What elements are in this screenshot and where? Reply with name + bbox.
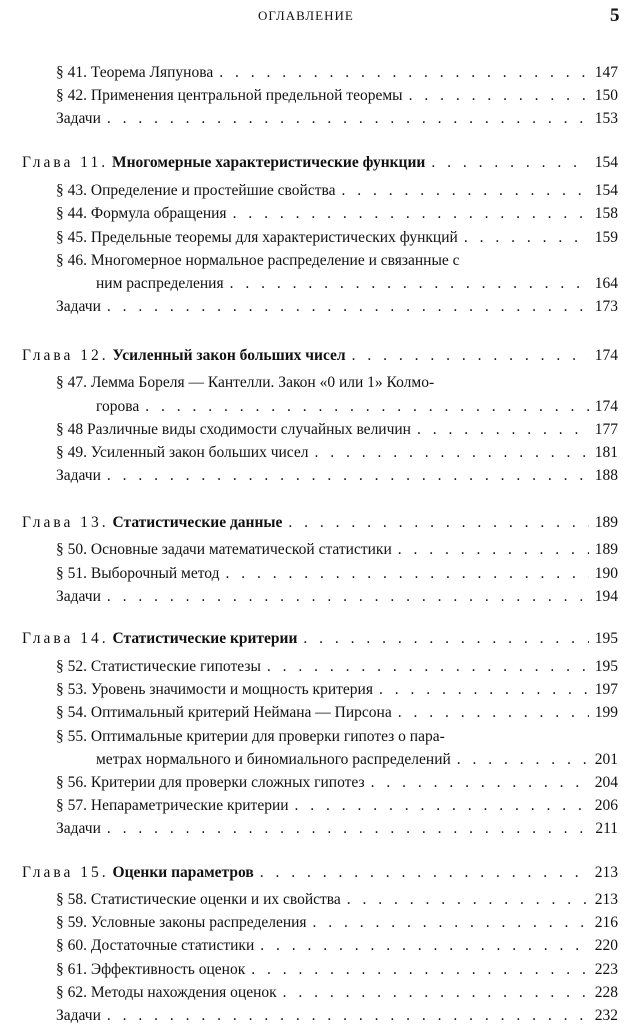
chapter-title: Многомерные характеристические функции	[111, 154, 426, 171]
page-ref: 154	[594, 154, 618, 171]
page-ref: 216	[594, 914, 618, 931]
page-ref: 174	[594, 347, 618, 364]
page-ref: 174	[594, 398, 618, 415]
dot-leader	[295, 795, 589, 817]
toc-entry	[56, 935, 618, 957]
toc-tasks	[56, 1005, 618, 1027]
tasks-label: Задачи	[56, 1007, 101, 1024]
page-ref: 159	[594, 229, 618, 246]
page-ref: 173	[594, 298, 618, 315]
section-number: § 52.	[56, 658, 87, 675]
toc-entry	[56, 203, 618, 225]
section-number: § 50.	[56, 541, 87, 558]
dot-leader	[230, 273, 589, 295]
dot-leader	[107, 818, 589, 840]
section-title: Оптимальный критерий Неймана — Пирсона	[90, 704, 392, 721]
page-ref: 181	[594, 444, 618, 461]
page-ref: 153	[594, 110, 618, 127]
section-number: § 62.	[56, 984, 87, 1001]
page-ref: 147	[594, 64, 618, 81]
toc-entry-line1	[56, 372, 618, 394]
dot-leader	[225, 563, 588, 585]
dot-leader	[145, 396, 589, 418]
page-ref: 177	[594, 421, 618, 438]
page-ref: 189	[594, 514, 618, 531]
dot-leader	[398, 539, 589, 561]
page-ref: 188	[594, 467, 618, 484]
section-title: Оптимальные критерии для проверки гипотез о пара-	[90, 728, 445, 745]
toc-entry	[56, 656, 618, 678]
dot-leader	[107, 586, 589, 608]
dot-leader	[107, 465, 589, 487]
dot-leader	[417, 419, 589, 441]
chapter-title: Усиленный закон больших чисел	[112, 347, 346, 364]
page-ref: 213	[594, 864, 618, 881]
section-title: Лемма Бореля — Кантелли. Закон «0 или 1» Колмо-	[90, 374, 435, 391]
dot-leader	[260, 862, 589, 884]
section-number: § 57.	[56, 797, 87, 814]
chapter-label: Глава 15.	[22, 864, 109, 881]
section-number: § 45.	[56, 229, 87, 246]
section-number: § 48	[56, 421, 84, 438]
section-number: § 42.	[56, 87, 87, 104]
section-number: § 53.	[56, 681, 87, 698]
toc-entry-line1	[56, 250, 618, 272]
toc-chapter	[22, 862, 618, 884]
dot-leader	[457, 749, 589, 771]
toc-entry	[56, 795, 618, 817]
dot-leader	[107, 296, 589, 318]
toc-entry	[56, 180, 618, 202]
section-title: Уровень значимости и мощность критерия	[90, 681, 373, 698]
page-ref: 201	[594, 751, 618, 768]
chapter-label: Глава 12.	[22, 347, 109, 364]
chapter-title: Статистические критерии	[112, 630, 298, 647]
section-number: § 56.	[56, 774, 87, 791]
section-title: Различные виды сходимости случайных величин	[87, 421, 411, 438]
toc-entry-line1	[56, 726, 618, 748]
page-ref: 228	[594, 984, 618, 1001]
dot-leader	[352, 345, 589, 367]
tasks-label: Задачи	[56, 110, 101, 127]
section-title: Многомерное нормальное распределение и связанные с	[90, 252, 460, 269]
section-number: § 47.	[56, 374, 87, 391]
section-title-cont: ним распределения	[96, 275, 224, 292]
chapter-label: Глава 14.	[22, 630, 109, 647]
dot-leader	[233, 203, 589, 225]
toc-entry-line2	[56, 749, 618, 771]
toc-entry	[56, 912, 618, 934]
page-ref: 220	[594, 937, 618, 954]
toc-entry	[56, 442, 618, 464]
toc-tasks	[56, 296, 618, 318]
section-title: Достаточные статистики	[90, 937, 255, 954]
toc-entry	[56, 563, 618, 585]
tasks-label: Задачи	[56, 820, 101, 837]
chapter-label: Глава 11.	[22, 154, 109, 171]
chapter-title: Оценки параметров	[112, 864, 254, 881]
tasks-label: Задачи	[56, 588, 101, 605]
dot-leader	[347, 889, 589, 911]
toc-entry	[56, 679, 618, 701]
section-title: Критерии для проверки сложных гипотез	[90, 774, 365, 791]
dot-leader	[371, 772, 589, 794]
toc-tasks	[56, 108, 618, 130]
section-title: Выборочный метод	[90, 565, 220, 582]
page-ref: 194	[594, 588, 618, 605]
section-number: § 60.	[56, 937, 87, 954]
page-number: 5	[610, 5, 620, 26]
page-ref: 232	[594, 1007, 618, 1024]
dot-leader	[303, 628, 588, 650]
dot-leader	[314, 442, 588, 464]
section-title: Методы нахождения оценок	[90, 984, 277, 1001]
section-title: Определение и простейшие свойства	[90, 182, 336, 199]
dot-leader	[341, 180, 588, 202]
page-ref: 195	[594, 630, 618, 647]
section-title-cont: горова	[96, 398, 140, 415]
section-title: Статистические оценки и их свойства	[90, 891, 341, 908]
section-title: Статистические гипотезы	[90, 658, 261, 675]
section-number: § 46.	[56, 252, 87, 269]
toc-entry-line2	[56, 273, 618, 295]
section-title: Применения центральной предельной теоремы	[90, 87, 403, 104]
dot-leader	[267, 656, 589, 678]
section-number: § 43.	[56, 182, 87, 199]
dot-leader	[288, 512, 588, 534]
page-ref: 195	[594, 658, 618, 675]
toc-entry	[56, 959, 618, 981]
toc-entry	[56, 889, 618, 911]
toc-chapter	[22, 152, 618, 174]
section-number: § 55.	[56, 728, 87, 745]
toc-entry	[56, 702, 618, 724]
section-title: Основные задачи математической статистики	[90, 541, 392, 558]
section-title: Формула обращения	[90, 205, 227, 222]
section-title: Непараметрические критерии	[90, 797, 289, 814]
dot-leader	[107, 1005, 589, 1027]
tasks-label: Задачи	[56, 467, 101, 484]
toc-tasks	[56, 818, 618, 840]
section-number: § 49.	[56, 444, 87, 461]
dot-leader	[313, 912, 589, 934]
page-ref: 206	[594, 797, 618, 814]
page-ref: 190	[594, 565, 618, 582]
page-ref: 199	[594, 704, 618, 721]
toc-tasks	[56, 465, 618, 487]
dot-leader	[219, 62, 589, 84]
page-ref: 164	[594, 275, 618, 292]
section-number: § 41.	[56, 64, 87, 81]
toc-entry	[56, 85, 618, 107]
section-number: § 58.	[56, 891, 87, 908]
running-head: ОГЛАВЛЕНИЕ	[258, 8, 354, 23]
page-ref: 154	[594, 182, 618, 199]
page-ref: 223	[594, 961, 618, 978]
dot-leader	[251, 959, 589, 981]
toc-entry	[56, 982, 618, 1004]
toc-entry	[56, 772, 618, 794]
section-title: Эффективность оценок	[90, 961, 246, 978]
dot-leader	[398, 702, 589, 724]
toc-entry	[56, 539, 618, 561]
section-number: § 54.	[56, 704, 87, 721]
page-ref: 204	[594, 774, 618, 791]
dot-leader	[464, 227, 589, 249]
section-number: § 51.	[56, 565, 87, 582]
section-number: § 61.	[56, 961, 87, 978]
page-ref: 213	[594, 891, 618, 908]
page-ref: 211	[595, 820, 618, 837]
toc-chapter	[22, 512, 618, 534]
toc-entry-line2	[56, 396, 618, 418]
toc-entry	[56, 62, 618, 84]
page-ref: 150	[594, 87, 618, 104]
page-ref: 197	[594, 681, 618, 698]
toc-chapter	[22, 628, 618, 650]
dot-leader	[260, 935, 589, 957]
section-title: Условные законы распределения	[90, 914, 307, 931]
dot-leader	[431, 152, 588, 174]
toc-entry	[56, 419, 618, 441]
toc-entry	[56, 227, 618, 249]
page-ref: 189	[594, 541, 618, 558]
section-title-cont: метрах нормального и биномиального распределений	[96, 751, 451, 768]
dot-leader	[379, 679, 589, 701]
dot-leader	[283, 982, 589, 1004]
section-number: § 44.	[56, 205, 87, 222]
chapter-label: Глава 13.	[22, 514, 109, 531]
section-title: Предельные теоремы для характеристических функций	[90, 229, 458, 246]
toc-chapter	[22, 345, 618, 367]
tasks-label: Задачи	[56, 298, 101, 315]
section-number: § 59.	[56, 914, 87, 931]
section-title: Усиленный закон больших чисел	[90, 444, 309, 461]
toc-tasks	[56, 586, 618, 608]
page-ref: 158	[594, 205, 618, 222]
chapter-title: Статистические данные	[112, 514, 283, 531]
section-title: Теорема Ляпунова	[90, 64, 214, 81]
dot-leader	[107, 108, 589, 130]
dot-leader	[409, 85, 589, 107]
